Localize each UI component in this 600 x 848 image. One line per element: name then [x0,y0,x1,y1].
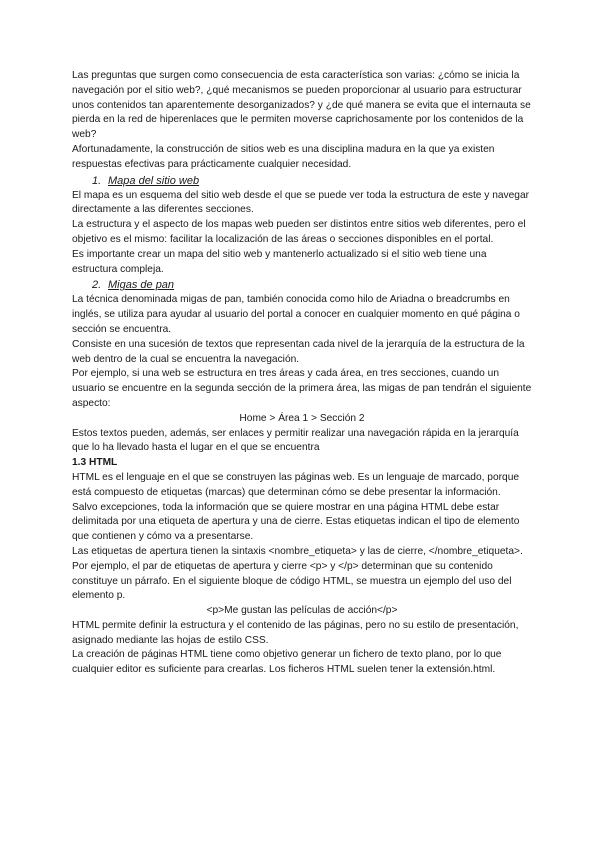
paragraph: Consiste en una sucesión de textos que representan cada nivel de la jerarquía de la estructura de la web dentro de la cual se encuentra la navegación. [72,338,525,365]
section-heading: 1.3 HTML [72,457,118,469]
paragraph: Las preguntas que surgen como consecuencia de esta característica son varias: ¿cómo se inicia la navegación por el sitio web?, ¿qué mecanismos se pueden proporcionar al usuario para estructurar unos contenidos tan aparentemente desorganizados? y ¿de qué manera se evita que el internauta se pierda en la red de hiperenlaces que le permiten moverse caprichosamente por los contenidos de la web? [72,70,531,141]
paragraph: La estructura y el aspecto de los mapas web pueden ser distintos entre sitios web diferentes, pero el objetivo es el mismo: facilitar la localización de las áreas o secciones disponibles en el portal. [72,219,526,245]
list-heading-text: Mapa del sitio web [108,174,200,187]
paragraph: Las etiquetas de apertura tienen la sintaxis <nombre_etiqueta> y las de cierre, </nombre_etiqueta>. Por ejemplo, el par de etiquetas de apertura y cierre <p> y </p> determinan que su contenido constituye un párrafo. En el siguiente bloque de código HTML, se muestra un ejemplo del uso del elemento p. [72,545,523,602]
document-page [72,69,532,678]
list-number: 2. [92,279,102,292]
paragraph: Afortunadamente, la construcción de sitios web es una disciplina madura en la que ya existen respuestas efectivas para prácticamente cualquier necesidad. [72,143,495,170]
paragraph: Por ejemplo, si una web se estructura en tres áreas y cada área, en tres secciones, cuando un usuario se encuentre en la segunda sección de la primera área, las migas de pan tendrán el siguiente aspecto: [72,368,532,409]
paragraph: Estos textos pueden, además, ser enlaces y permitir realizar una navegación rápida en la jerarquía que lo ha llevado hasta el lugar en el que se encuentra [72,427,519,454]
list-number: 1. [92,174,102,187]
breadcrumb-example: Home > Área 1 > Sección 2 [239,412,365,424]
paragraph: Es importante crear un mapa del sitio web y mantenerlo actualizado si el sitio web tiene una estructura compleja. [72,248,487,275]
paragraph: La técnica denominada migas de pan, también conocida como hilo de Ariadna o breadcrumbs en inglés, se utiliza para ayudar al usuario del portal a conocer en cualquier momento en qué página o sección se encuentra. [72,294,520,335]
paragraph: Salvo excepciones, toda la información que se quiere mostrar en una página HTML debe estar delimitada por una etiqueta de apertura y una de cierre. Estas etiquetas indican el tipo de elemento que contienen y cómo va a presentarse. [72,501,520,543]
paragraph: La creación de páginas HTML tiene como objetivo generar un fichero de texto plano, por lo que cualquier editor es suficiente para crearlas. Los ficheros HTML suelen tener la extensión.html. [72,649,502,676]
code-example: <p>Me gustan las películas de acción</p> [206,605,398,617]
list-heading-breadcrumbs [72,277,532,293]
paragraph: El mapa es un esquema del sitio web desde el que se puede ver toda la estructura de este y navegar directamente a las diferentes secciones. [72,189,530,216]
list-heading-text: Migas de pan [108,279,175,292]
paragraph: HTML es el lenguaje en el que se construyen las páginas web. Es un lenguaje de marcado, porque está compuesto de etiquetas (marcas) que determinan cómo se debe presentar la información. [72,471,520,498]
list-heading-site-map [72,173,532,189]
paragraph: HTML permite definir la estructura y el contenido de las páginas, pero no su estilo de presentación, asignado mediante las hojas de estilo CSS. [72,619,519,646]
